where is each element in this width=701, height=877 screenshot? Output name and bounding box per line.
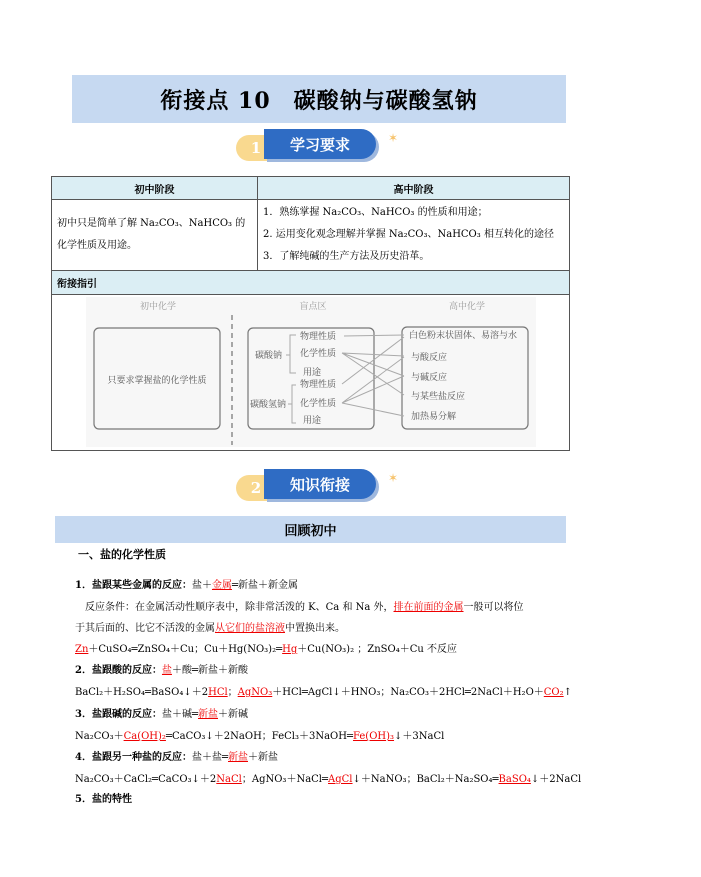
highlighted-term: 新盐 — [198, 709, 218, 720]
text-segment: ＋新盐 — [248, 752, 278, 763]
highlighted-term: Zn — [75, 644, 89, 655]
text-segment: 盐＋盐═ — [191, 752, 228, 763]
high-school-item: 与碱反应 — [411, 373, 448, 383]
badge-label: 知识衔接 — [264, 469, 376, 499]
badge-number: 2 — [236, 475, 276, 501]
text-line — [75, 598, 524, 613]
highlighted-term: Fe(OH)₃ — [352, 731, 395, 742]
junior-box-text: 只要求掌握盐的化学性质 — [107, 376, 207, 386]
badge-number: 1 — [236, 135, 276, 161]
property-label: 化学性质 — [300, 349, 337, 359]
text-line — [75, 727, 444, 742]
highlighted-term: CO₂ — [543, 687, 564, 698]
property-label: 物理性质 — [300, 380, 337, 390]
text-segment: 2．盐跟酸的反应： — [75, 665, 162, 676]
diagram-col-title: 高中化学 — [448, 302, 486, 312]
highlighted-term: NaCl — [216, 774, 242, 785]
text-segment: 5．盐的特性 — [75, 794, 132, 805]
text-segment: 盐＋碱═ — [161, 709, 198, 720]
highlighted-term: AgCl — [328, 774, 353, 785]
text-segment: 盐＋ — [191, 580, 212, 591]
text-line — [75, 640, 457, 655]
bridge-diagram — [52, 295, 569, 450]
text-segment: 于其后面的、比它不活泼的金属 — [75, 623, 215, 634]
junior-text: 初中只是简单了解 Na₂CO₃、NaHCO₃ 的化学性质及用途。 — [52, 200, 258, 271]
highlighted-term: 从它们的盐溶液 — [215, 623, 285, 634]
substance-label: 碳酸钠 — [255, 351, 283, 361]
guide-header: 衔接指引 — [52, 271, 570, 295]
text-segment: 4．盐跟另一种盐的反应： — [75, 752, 192, 763]
diagram-col-title: 初中化学 — [139, 302, 177, 312]
star-icon: ✶ — [388, 471, 399, 485]
text-line — [75, 770, 581, 785]
text-line — [75, 683, 572, 698]
high-school-item: 加热易分解 — [411, 412, 457, 422]
text-segment: ↓＋3NaCl — [394, 731, 445, 742]
senior-item: 3．了解纯碱的生产方法及历史沿革。 — [263, 251, 430, 262]
text-segment: ═新盐＋新金属 — [231, 580, 298, 591]
text-segment: Na₂CO₃＋CaCl₂═CaCO₃↓＋2 — [75, 774, 217, 785]
col2-header: 高中阶段 — [258, 177, 570, 200]
star-icon: ✶ — [388, 131, 399, 145]
text-segment: BaCl₂＋H₂SO₄═BaSO₄↓＋2 — [75, 687, 209, 698]
text-segment: 一般可以将位 — [463, 602, 524, 613]
high-school-item: 与某些盐反应 — [411, 392, 466, 402]
text-line — [75, 748, 278, 763]
highlighted-term: 排在前面的金属 — [393, 602, 464, 613]
text-segment: 中置换出来。 — [285, 623, 345, 634]
text-segment: 3．盐跟碱的反应： — [75, 709, 162, 720]
text-segment: ↓＋2NaCl — [530, 774, 582, 785]
high-school-item: 白色粉末状固体、易溶与水 — [409, 331, 518, 341]
badge-label: 学习要求 — [264, 129, 376, 159]
substance-label: 碳酸氢钠 — [250, 400, 287, 410]
col1-header: 初中阶段 — [52, 177, 258, 200]
text-segment: Na₂CO₃＋ — [75, 731, 124, 742]
senior-list — [258, 200, 570, 271]
highlighted-term: Hg — [282, 644, 298, 655]
diagram-col-title: 盲点区 — [299, 302, 327, 312]
highlighted-term: Ca(OH)₂ — [123, 731, 166, 742]
page-title: 衔接点 10 碳酸钠与碳酸氢钠 — [72, 75, 566, 123]
senior-item: 2. 运用变化观念理解并掌握 Na₂CO₃、NaHCO₃ 相互转化的途径 — [263, 229, 554, 240]
text-segment: ＋CuSO₄═ZnSO₄＋Cu；Cu＋Hg(NO₃)₂═ — [88, 644, 283, 655]
text-line — [75, 576, 298, 591]
text-segment: 1．盐跟某些金属的反应： — [75, 580, 192, 591]
highlighted-term: 盐 — [161, 665, 172, 676]
text-line — [75, 790, 132, 805]
property-label: 用途 — [303, 368, 322, 378]
section-badge-2 — [236, 468, 398, 500]
text-segment: ；AgNO₃＋NaCl═ — [241, 774, 329, 785]
property-label: 用途 — [303, 416, 322, 426]
section-heading: 一、盐的化学性质 — [78, 548, 166, 561]
highlighted-term: HCl — [208, 687, 228, 698]
text-segment: ↑ — [563, 687, 573, 698]
text-segment: 反应条件：在金属活动性顺序表中，除非常活泼的 K、Ca 和 Na 外， — [75, 602, 394, 613]
text-line — [75, 705, 248, 720]
text-segment: ＋新碱 — [218, 709, 248, 720]
text-line — [75, 619, 345, 634]
section-band: 回顾初中 — [55, 516, 566, 543]
text-segment: ↓＋NaNO₃；BaCl₂＋Na₂SO₄═ — [352, 774, 499, 785]
highlighted-term: AgNO₃ — [237, 687, 273, 698]
highlighted-term: 金属 — [211, 580, 232, 591]
text-segment: ； — [227, 687, 238, 698]
text-segment: ═CaCO₃↓＋2NaOH；FeCl₃＋3NaOH═ — [165, 731, 353, 742]
property-label: 化学性质 — [300, 399, 337, 409]
highlighted-term: BaSO₄ — [498, 774, 531, 785]
text-segment: ＋HCl═AgCl↓＋HNO₃；Na₂CO₃＋2HCl═2NaCl＋H₂O＋ — [272, 687, 544, 698]
high-school-item: 与酸反应 — [411, 353, 448, 363]
requirements-table — [51, 176, 570, 451]
senior-item: 1．熟练掌握 Na₂CO₃、NaHCO₃ 的性质和用途； — [263, 207, 488, 218]
text-segment: ＋酸═新盐＋新酸 — [171, 665, 248, 676]
text-line — [75, 661, 248, 676]
text-segment: ＋Cu(NO₃)₂ ；ZnSO₄＋Cu 不反应 — [297, 644, 457, 655]
highlighted-term: 新盐 — [228, 752, 248, 763]
property-label: 物理性质 — [300, 332, 337, 342]
section-badge-1 — [236, 128, 398, 160]
